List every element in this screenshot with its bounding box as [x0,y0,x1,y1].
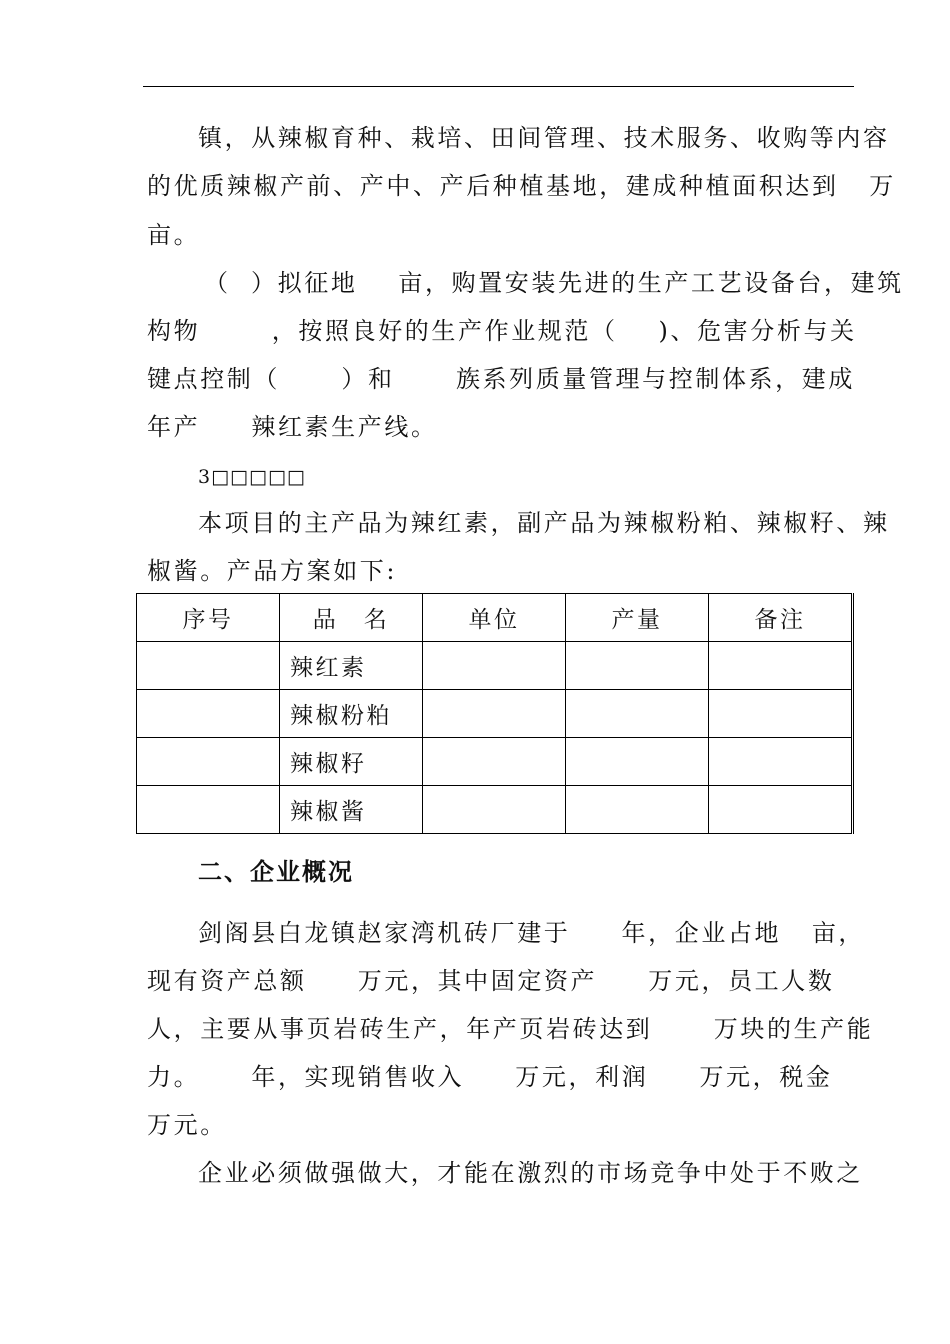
product-name-cell: 辣红素 [280,642,423,690]
table-cell [709,642,853,690]
product-table [136,593,854,834]
table-cell [423,690,566,738]
header-cell: 备注 [709,594,853,642]
text-line: 镇，从辣椒育种、栽培、田间管理、技术服务、收购等内容 [198,124,890,152]
table-cell [137,786,280,834]
product-name-cell: 辣椒粉粕 [280,690,423,738]
table-header-row [137,594,853,642]
table-cell [709,690,853,738]
header-rule [143,86,854,87]
text-line: 亩。 [147,221,201,249]
table-row [137,738,853,786]
section-heading: 二、企业概况 [198,858,354,886]
table-cell [423,738,566,786]
product-name-cell: 辣椒籽 [280,738,423,786]
text-line: 键点控制（ ）和 族系列质量管理与控制体系，建成 [147,365,855,393]
table-cell [137,738,280,786]
text-line: 的优质辣椒产前、产中、产后种植基地，建成种植面积达到 万 [147,172,896,200]
text-line: 现有资产总额 万元，其中固定资产 万元，员工人数 [147,967,835,995]
text-line: 人，主要从事页岩砖生产，年产页岩砖达到 万块的生产能 [147,1015,874,1043]
table-cell [137,690,280,738]
table-cell [423,642,566,690]
text-line: 本项目的主产品为辣红素，副产品为辣椒粉粕、辣椒籽、辣 [198,509,890,537]
table-cell [566,642,709,690]
text-line: 万元。 [147,1111,227,1139]
table-cell [709,738,853,786]
table-cell [137,642,280,690]
header-cell: 品 名 [280,594,423,642]
table-cell [566,738,709,786]
text-line: 椒酱。产品方案如下: [147,557,398,585]
text-line: 企业必须做强做大，才能在激烈的市场竞争中处于不败之 [198,1159,863,1187]
header-cell: 单位 [423,594,566,642]
table-cell [709,786,853,834]
header-cell: 序号 [137,594,280,642]
section-marker: 3□□□□□ [198,466,306,488]
product-name-cell: 辣椒酱 [280,786,423,834]
table-cell [566,690,709,738]
table-row [137,786,853,834]
text-line: 构物 ，按照良好的生产作业规范（ )、危害分析与关 [147,317,857,345]
table-row [137,642,853,690]
table-cell [566,786,709,834]
table-cell [423,786,566,834]
text-line: 力。 年，实现销售收入 万元，利润 万元，税金 [147,1063,833,1091]
header-cell: 产量 [566,594,709,642]
text-line: 年产 辣红素生产线。 [147,413,438,441]
text-line: 剑阁县白龙镇赵家湾机砖厂建于 年，企业占地 亩， [198,919,866,947]
text-line: （ ）拟征地 亩，购置安装先进的生产工艺设备台，建筑 [204,269,904,297]
table-row [137,690,853,738]
